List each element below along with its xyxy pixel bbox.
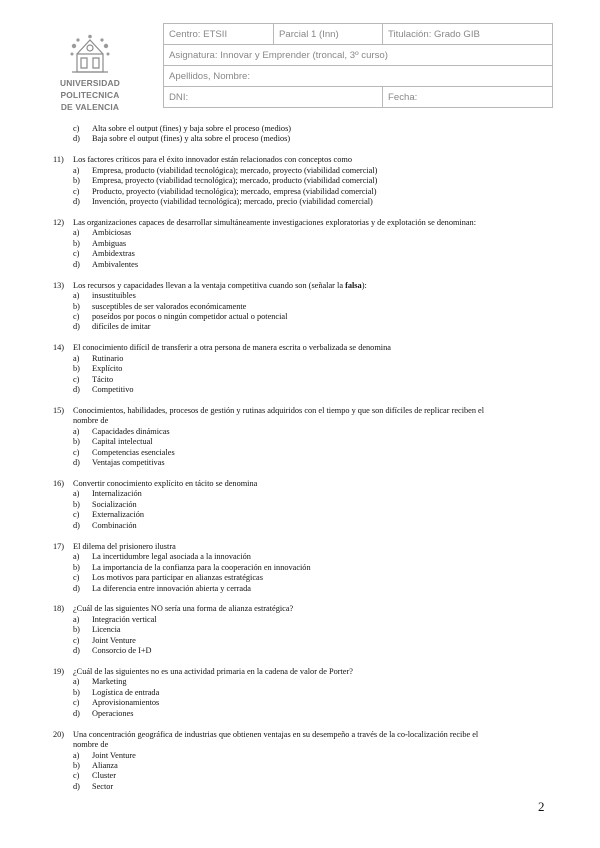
question-text: ¿Cuál de las siguientes NO sería una forma de alianza estratégica? bbox=[73, 604, 294, 614]
question-text: El conocimiento difícil de transferir a otra persona de manera escrita o verbalizada se denomina bbox=[73, 343, 391, 353]
option-row: b) Licencia bbox=[73, 625, 121, 635]
option-row: d) Ambivalentes bbox=[73, 259, 139, 269]
emphasis-falsa: falsa bbox=[345, 280, 362, 290]
question-number: 18) bbox=[53, 604, 65, 614]
question-15 bbox=[53, 406, 553, 469]
option-row: c) Competencias esenciales bbox=[73, 447, 175, 457]
question-20 bbox=[53, 730, 553, 793]
option-row: b) Capital intelectual bbox=[73, 437, 153, 447]
question-14 bbox=[53, 343, 553, 395]
option-row: d) Sector bbox=[73, 781, 114, 791]
asignatura-cell: Asignatura: Innovar y Emprender (troncal, 3º curso) bbox=[164, 45, 553, 66]
exam-questions bbox=[53, 124, 553, 803]
option-row: c) poseídos por pocos o ningún competidor actual o potencial bbox=[73, 311, 288, 321]
question-text: Conocimientos, habilidades, procesos de gestión y rutinas adquiridos con el tiempo y que son difíciles de replicar reciben el bbox=[73, 405, 485, 415]
question-number: 17) bbox=[53, 541, 65, 551]
option-row: b) Socialización bbox=[73, 499, 137, 509]
option-row: b) susceptibles de ser valorados económicamente bbox=[73, 301, 247, 311]
option-row: c) Ambidextras bbox=[73, 249, 135, 259]
question-number: 15) bbox=[53, 405, 65, 415]
option-row: c) Joint Venture bbox=[73, 635, 136, 645]
university-crest-icon bbox=[68, 34, 112, 76]
centro-cell: Centro: ETSII bbox=[164, 24, 274, 45]
option-row: b) La importancia de la confianza para la cooperación en innovación bbox=[73, 562, 311, 572]
option-row: d) Consorcio de I+D bbox=[73, 646, 152, 656]
question-number: 11) bbox=[53, 155, 64, 165]
question-number: 19) bbox=[53, 667, 65, 676]
question-number: 16) bbox=[53, 479, 65, 489]
option-row: d) Invención, proyecto (viabilidad tecnológica); mercado, precio (viabilidad comercial) bbox=[73, 197, 373, 207]
question-text: Los factores críticos para el éxito innovador están relacionados con conceptos como bbox=[73, 155, 352, 165]
page-number: 2 bbox=[538, 799, 545, 814]
question-number: 20) bbox=[53, 729, 65, 739]
question-text: Convertir conocimiento explícito en tácito se denomina bbox=[73, 479, 258, 489]
option-row: a) Capacidades dinámicas bbox=[73, 426, 170, 436]
question-text: Las organizaciones capaces de desarrollar simultáneamente investigaciones exploratorias y de explotación se denominan: bbox=[73, 217, 477, 227]
question-text: Una concentración geográfica de industrias que obtienen ventajas en su desempeño a través de la co-localización recibe el bbox=[73, 729, 479, 739]
logo-line-3: DE VALENCIA bbox=[60, 102, 120, 112]
option-row: c) Cluster bbox=[73, 771, 116, 781]
question-16 bbox=[53, 479, 553, 531]
option-row: a) Joint Venture bbox=[73, 750, 136, 760]
question-11 bbox=[53, 155, 553, 207]
option-row: c) Alta sobre el output (fines) y baja sobre el proceso (medios) bbox=[73, 124, 292, 133]
option-row: d) Competitivo bbox=[73, 385, 134, 395]
question-number: 14) bbox=[53, 343, 65, 353]
option-row: b) Alianza bbox=[73, 761, 118, 771]
option-row: c) Externalización bbox=[73, 510, 145, 520]
question-text: Los recursos y capacidades llevan a la ventaja competitiva cuando son (señalar la falsa): bbox=[73, 280, 367, 290]
university-logo bbox=[52, 34, 128, 112]
option-row: c) Los motivos para participar en alianzas estratégicas bbox=[73, 573, 263, 583]
question-text: El dilema del prisionero ilustra bbox=[73, 541, 176, 551]
question-10-carryover bbox=[53, 124, 553, 145]
option-row: d) Baja sobre el output (fines) y alta sobre el proceso (medios) bbox=[73, 134, 291, 144]
parcial-cell: Parcial 1 (Inn) bbox=[274, 24, 383, 45]
option-row: a) La incertidumbre legal asociada a la innovación bbox=[73, 552, 251, 562]
option-row: a) Internalización bbox=[73, 489, 142, 499]
question-number: 13) bbox=[53, 280, 65, 290]
option-row: c) Tácito bbox=[73, 374, 114, 384]
dni-field[interactable]: DNI: bbox=[164, 87, 383, 108]
option-row: d) Ventajas competitivas bbox=[73, 458, 165, 468]
question-18 bbox=[53, 604, 553, 656]
option-row: a) Empresa, producto (viabilidad tecnológica); mercado, proyecto (viabilidad comercial) bbox=[73, 165, 378, 175]
option-row: a) Ambiciosas bbox=[73, 228, 132, 238]
question-19 bbox=[53, 667, 553, 719]
question-13 bbox=[53, 281, 553, 333]
titulacion-cell: Titulación: Grado GIB bbox=[383, 24, 553, 45]
option-row: b) Explícito bbox=[73, 364, 123, 374]
question-text: ¿Cuál de las siguientes no es una actividad primaria en la cadena de valor de Porter? bbox=[73, 667, 353, 676]
option-row: c) Aprovisionamientos bbox=[73, 698, 160, 708]
question-number: 12) bbox=[53, 217, 65, 227]
exam-header-table bbox=[163, 23, 553, 108]
option-row: c) Producto, proyecto (viabilidad tecnológica); mercado, empresa (viabilidad comercial) bbox=[73, 186, 377, 196]
question-text-continuation: nombre de bbox=[73, 740, 109, 750]
option-row: d) Operaciones bbox=[73, 708, 134, 718]
question-12 bbox=[53, 218, 553, 270]
option-row: d) Combinación bbox=[73, 520, 137, 530]
option-row: a) Rutinario bbox=[73, 353, 124, 363]
option-row: b) Ambiguas bbox=[73, 238, 127, 248]
apellidos-nombre-field[interactable]: Apellidos, Nombre: bbox=[164, 66, 553, 87]
fecha-field[interactable]: Fecha: bbox=[383, 87, 553, 108]
option-row: d) difíciles de imitar bbox=[73, 322, 151, 332]
logo-line-2: POLITECNICA bbox=[60, 90, 120, 100]
question-17 bbox=[53, 542, 553, 594]
logo-line-1: UNIVERSIDAD bbox=[60, 78, 120, 88]
question-text-continuation: nombre de bbox=[73, 416, 109, 426]
option-row: b) Logística de entrada bbox=[73, 687, 160, 697]
option-row: a) Integración vertical bbox=[73, 614, 157, 624]
option-row: d) La diferencia entre innovación abierta y cerrada bbox=[73, 583, 251, 593]
option-row: b) Empresa, proyecto (viabilidad tecnológica); mercado, producto (viabilidad comercial) bbox=[73, 176, 378, 186]
option-row: a) Marketing bbox=[73, 677, 127, 687]
option-row: a) insustituibles bbox=[73, 291, 136, 301]
